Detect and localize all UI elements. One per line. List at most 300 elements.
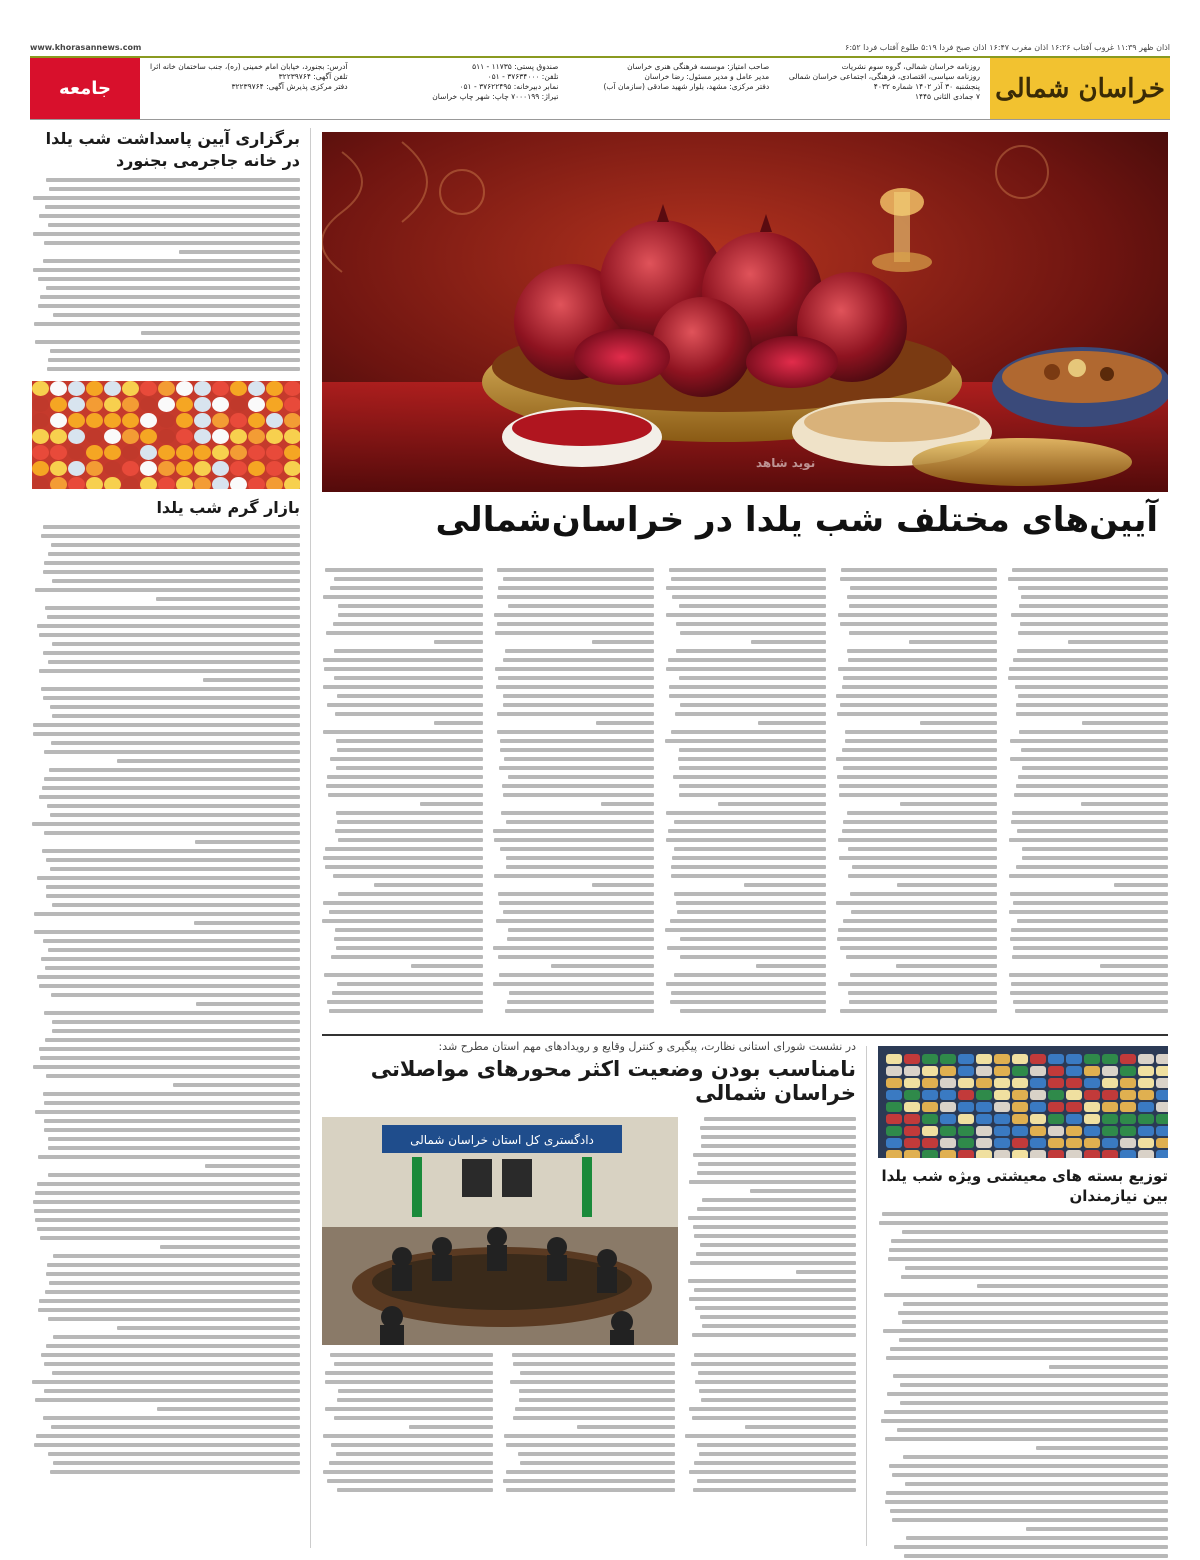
text-line (38, 1155, 300, 1159)
fruit-shape (248, 461, 265, 476)
text-line (497, 730, 655, 734)
text-line (693, 1488, 857, 1492)
text-line (1009, 973, 1168, 977)
text-line (676, 649, 826, 653)
text-line (43, 259, 300, 263)
package-shape (1066, 1090, 1082, 1100)
text-line (503, 694, 654, 698)
text-line (680, 631, 826, 635)
text-line (43, 939, 300, 943)
fruit-shape (230, 413, 247, 428)
fruit-shape (266, 381, 283, 396)
fruit-shape (248, 445, 265, 460)
package-shape (976, 1090, 992, 1100)
text-line (758, 721, 826, 725)
package-shape (1120, 1138, 1136, 1148)
text-line (843, 820, 997, 824)
text-line (1018, 586, 1168, 590)
text-line (500, 739, 654, 743)
text-line (330, 586, 483, 590)
fruit-shape (284, 477, 300, 489)
website-url[interactable]: www.khorasannews.com (30, 42, 142, 52)
text-line (506, 820, 655, 824)
text-line (693, 1153, 856, 1157)
text-line (334, 577, 483, 581)
text-line (851, 910, 997, 914)
text-line (334, 1362, 493, 1366)
fruit-shape (32, 461, 49, 476)
text-line (497, 622, 655, 626)
text-line (889, 1248, 1168, 1252)
text-line (796, 1270, 856, 1274)
text-line (698, 1371, 856, 1375)
package-shape (1138, 1054, 1154, 1064)
aid-article (878, 1046, 1168, 1546)
info-line: تلفن: ۳۷۶۳۴۰۰۰ - ۰۵۱ (487, 72, 559, 81)
fruit-shape (158, 445, 175, 460)
fruit-shape (68, 477, 85, 489)
text-line (46, 286, 300, 290)
text-line (495, 667, 654, 671)
masthead (30, 56, 1170, 120)
text-line (509, 991, 654, 995)
package-shape (994, 1054, 1010, 1064)
text-line (751, 640, 826, 644)
text-line (337, 982, 483, 986)
text-line (849, 631, 997, 635)
text-line (977, 1284, 1168, 1288)
text-line (845, 730, 997, 734)
text-line (52, 1371, 300, 1375)
package-shape (976, 1066, 992, 1076)
text-line (744, 883, 825, 887)
package-shape (886, 1078, 902, 1088)
fruit-shape (122, 381, 139, 396)
text-column (664, 568, 825, 1030)
info-column-3 (362, 62, 559, 115)
text-line (1019, 730, 1168, 734)
text-line (332, 991, 483, 995)
text-line (679, 784, 826, 788)
package-shape (1012, 1078, 1028, 1088)
article-title[interactable]: برگزاری آیین پاسداشت شب یلدا در خانه جاجرمی بجنورد (45, 129, 300, 170)
text-line (501, 811, 654, 815)
fruit-shape (284, 445, 300, 460)
text-line (47, 367, 300, 371)
text-line (323, 595, 484, 599)
package-shape (1102, 1090, 1118, 1100)
fruit-shape (248, 413, 265, 428)
text-line (676, 622, 825, 626)
text-line (679, 766, 826, 770)
info-line: صندوق پستی: ۱۱۷۳۵ - ۵۱۱ (472, 62, 559, 71)
text-line (53, 313, 300, 317)
text-line (331, 955, 483, 959)
text-line (41, 687, 300, 691)
fruit-shape (122, 397, 139, 412)
text-line (1012, 811, 1168, 815)
fruit-shape (86, 397, 103, 412)
text-line (173, 1083, 300, 1087)
text-line (323, 730, 483, 734)
fruit-shape (140, 429, 157, 444)
text-line (1011, 820, 1168, 824)
package-shape (1120, 1102, 1136, 1112)
text-line (889, 1464, 1168, 1468)
fruit-shape (86, 381, 103, 396)
text-line (697, 1479, 856, 1483)
text-line (666, 838, 826, 842)
text-line (839, 793, 997, 797)
package-shape (940, 1138, 956, 1148)
fruit-shape (140, 397, 157, 412)
text-line (328, 793, 483, 797)
text-line (887, 1392, 1168, 1396)
text-line (43, 651, 300, 655)
package-shape (1048, 1090, 1064, 1100)
text-line (335, 928, 483, 932)
text-line (852, 865, 997, 869)
text-line (326, 631, 484, 635)
text-line (336, 766, 483, 770)
text-line (672, 856, 825, 860)
package-shape (958, 1126, 974, 1136)
text-line (39, 633, 300, 637)
text-column (322, 1353, 493, 1492)
text-line (897, 883, 997, 887)
column-divider (310, 128, 311, 1548)
text-line (674, 973, 825, 977)
text-line (679, 793, 826, 797)
text-line (884, 1410, 1168, 1414)
text-line (508, 775, 654, 779)
text-line (503, 577, 655, 581)
text-line (1013, 1000, 1168, 1004)
text-column (1007, 568, 1168, 1030)
package-shape (904, 1078, 920, 1088)
text-line (33, 732, 300, 736)
text-line (39, 1299, 300, 1303)
text-line (44, 831, 300, 835)
text-line (689, 1470, 856, 1474)
text-line (674, 892, 825, 896)
text-line (745, 1425, 856, 1429)
text-line (44, 750, 300, 754)
text-line (847, 649, 997, 653)
text-line (324, 667, 484, 671)
package-shape (958, 1054, 974, 1064)
package-shape (1120, 1054, 1136, 1064)
text-line (46, 858, 300, 862)
fruit-shape (86, 477, 103, 489)
text-line (48, 552, 300, 556)
package-shape (922, 1126, 938, 1136)
package-shape (1030, 1054, 1046, 1064)
text-line (704, 1117, 856, 1121)
package-shape (1066, 1066, 1082, 1076)
package-shape (904, 1114, 920, 1124)
text-line (519, 1398, 675, 1402)
package-shape (1012, 1150, 1028, 1158)
text-line (50, 349, 300, 353)
text-line (196, 1002, 300, 1006)
text-line (47, 804, 300, 808)
text-line (336, 946, 483, 950)
package-shape (1030, 1138, 1046, 1148)
package-shape (1084, 1054, 1100, 1064)
package-shape (940, 1054, 956, 1064)
text-line (676, 901, 826, 905)
text-line (43, 1416, 300, 1420)
text-line (1009, 667, 1168, 671)
text-line (498, 586, 654, 590)
photo-illustration (322, 1117, 678, 1345)
text-line (44, 241, 300, 245)
package-shape (994, 1150, 1010, 1158)
text-line (1012, 568, 1168, 572)
text-line (1010, 892, 1168, 896)
info-line: روزنامه سیاسی، اقتصادی، فرهنگی، اجتماعی خراسان شمالی (788, 72, 980, 81)
fruit-shape (122, 477, 139, 489)
text-line (52, 642, 300, 646)
text-line (839, 784, 997, 788)
text-line (669, 568, 826, 572)
text-line (881, 1419, 1168, 1423)
package-shape (1012, 1126, 1028, 1136)
fruit-shape (194, 461, 211, 476)
text-line (493, 946, 654, 950)
text-line (506, 1470, 675, 1474)
text-line (1011, 613, 1168, 617)
text-line (324, 973, 483, 977)
text-line (325, 1407, 493, 1411)
info-line: صاحب امتیاز: موسسه فرهنگی هنری خراسان (627, 62, 770, 71)
text-line (499, 901, 654, 905)
text-line (498, 955, 655, 959)
text-line (671, 577, 825, 581)
package-shape (1120, 1066, 1136, 1076)
text-line (842, 829, 996, 833)
article-title[interactable]: بازار گرم شب یلدا (156, 498, 300, 517)
package-shape (1102, 1066, 1118, 1076)
package-shape (1156, 1078, 1168, 1088)
text-line (53, 1254, 300, 1258)
text-line (1013, 946, 1168, 950)
text-line (117, 759, 300, 763)
package-shape (976, 1150, 992, 1158)
fruit-shape (158, 413, 175, 428)
text-line (46, 894, 300, 898)
text-line (667, 946, 826, 950)
text-line (691, 1362, 856, 1366)
text-line (840, 577, 997, 581)
package-shape (976, 1138, 992, 1148)
fruit-shape (140, 445, 157, 460)
text-line (203, 678, 300, 682)
package-shape (904, 1066, 920, 1076)
text-line (504, 757, 654, 761)
text-line (43, 1092, 300, 1096)
text-line (508, 604, 654, 608)
package-shape (1012, 1054, 1028, 1064)
text-line (33, 1065, 300, 1069)
info-line: دفتر مرکزی: مشهد، بلوار شهید صادقی (سازمان آب) (603, 82, 770, 91)
text-line (1015, 1009, 1168, 1013)
text-line (886, 1356, 1168, 1360)
package-shape (1138, 1066, 1154, 1076)
text-line (337, 820, 483, 824)
fruit-shape (248, 477, 265, 489)
text-line (839, 856, 997, 860)
text-line (50, 867, 300, 871)
fruit-shape (212, 461, 229, 476)
text-line (1049, 1365, 1168, 1369)
text-line (680, 703, 826, 707)
package-shape (976, 1054, 992, 1064)
info-line: روزنامه خراسان شمالی، گروه سوم نشریات (841, 62, 980, 71)
package-shape (994, 1066, 1010, 1076)
text-line (506, 865, 655, 869)
fruit-shape (68, 445, 85, 460)
text-line (674, 847, 826, 851)
package-shape (1030, 1102, 1046, 1112)
text-line (508, 928, 654, 932)
text-line (688, 1279, 856, 1283)
text-line (48, 358, 300, 362)
text-line (330, 757, 483, 761)
fruit-shape (266, 413, 283, 428)
text-line (883, 1329, 1168, 1333)
text-line (42, 786, 300, 790)
text-line (1008, 676, 1168, 680)
text-line (551, 964, 654, 968)
photo-illustration (322, 132, 1168, 492)
package-shape (886, 1102, 902, 1112)
fruit-shape (176, 381, 193, 396)
text-line (434, 640, 483, 644)
package-shape (886, 1054, 902, 1064)
fruit-shape (176, 397, 193, 412)
text-line (692, 1333, 856, 1337)
text-line (592, 883, 655, 887)
text-line (329, 1461, 493, 1465)
fruit-shape (140, 477, 157, 489)
text-line (51, 1425, 300, 1429)
text-line (693, 1225, 856, 1229)
text-line (497, 712, 655, 716)
text-line (1019, 604, 1168, 608)
text-line (891, 1239, 1168, 1243)
info-line: مدیر عامل و مدیر مسئول: رضا خراسان (644, 72, 770, 81)
fruit-shape (86, 461, 103, 476)
text-line (1011, 928, 1168, 932)
package-shape (1084, 1114, 1100, 1124)
fruit-shape (32, 445, 49, 460)
text-line (52, 1029, 300, 1033)
package-shape (1138, 1078, 1154, 1088)
fruit-shape (32, 381, 49, 396)
text-line (502, 784, 654, 788)
text-line (46, 1074, 300, 1078)
fruit-shape (140, 381, 157, 396)
text-line (671, 874, 825, 878)
text-line (333, 622, 483, 626)
text-line (33, 196, 300, 200)
bottom-article (322, 1040, 856, 1546)
text-line (330, 1353, 493, 1357)
text-line (592, 640, 654, 644)
fruit-shape (248, 429, 265, 444)
text-line (888, 1257, 1168, 1261)
text-line (36, 1434, 300, 1438)
text-line (1011, 982, 1168, 986)
article-headline[interactable]: توزیع بسته های معیشتی ویژه شب یلدا بین نیازمندان (881, 1167, 1168, 1205)
left-column (32, 128, 300, 1548)
text-line (903, 1455, 1168, 1459)
info-line: تلفن آگهی: ۳۲۲۳۹۷۶۴ (278, 72, 348, 81)
text-line (847, 811, 996, 815)
text-line (323, 1470, 494, 1474)
fruit-shape (104, 413, 121, 428)
text-line (899, 1338, 1169, 1342)
text-line (157, 1407, 300, 1411)
package-shape (1030, 1150, 1046, 1158)
text-line (893, 1374, 1168, 1378)
package-shape (1066, 1138, 1082, 1148)
text-line (702, 1198, 856, 1202)
text-line (338, 613, 483, 617)
package-shape (922, 1138, 938, 1148)
text-line (41, 1353, 300, 1357)
fruit-shape (158, 429, 175, 444)
text-line (52, 903, 300, 907)
package-shape (940, 1066, 956, 1076)
text-line (1016, 712, 1168, 716)
text-line (666, 586, 825, 590)
text-line (900, 802, 997, 806)
main-headline[interactable]: آیین‌های مختلف شب یلدا در خراسان‌شمالی (435, 500, 1158, 540)
text-line (35, 588, 300, 592)
text-line (46, 1272, 300, 1276)
text-line (848, 991, 996, 995)
text-line (668, 829, 826, 833)
fruit-shape (32, 397, 49, 412)
text-line (32, 1380, 300, 1384)
package-shape (976, 1078, 992, 1088)
info-line: دفتر مرکزی پذیرش آگهی: ۳۲۲۳۹۷۶۴ (231, 82, 348, 91)
fruit-shape (50, 381, 67, 396)
text-line (1015, 685, 1168, 689)
text-line (901, 1275, 1168, 1279)
text-line (840, 703, 997, 707)
text-line (329, 1009, 483, 1013)
text-line (434, 721, 483, 725)
package-shape (904, 1150, 920, 1158)
fruit-shape (104, 477, 121, 489)
text-line (668, 658, 826, 662)
text-line (850, 586, 997, 590)
text-line (669, 694, 825, 698)
text-line (498, 676, 654, 680)
fruit-shape (248, 397, 265, 412)
package-shape (1138, 1102, 1154, 1112)
text-line (675, 712, 825, 716)
fruit-shape (230, 477, 247, 489)
text-line (500, 748, 654, 752)
article-headline[interactable]: نامناسب بودن وضعیت اکثر محورهای مواصلاتی خراسان شمالی (370, 1057, 856, 1105)
text-line (680, 1009, 825, 1013)
article-body (32, 525, 300, 1474)
